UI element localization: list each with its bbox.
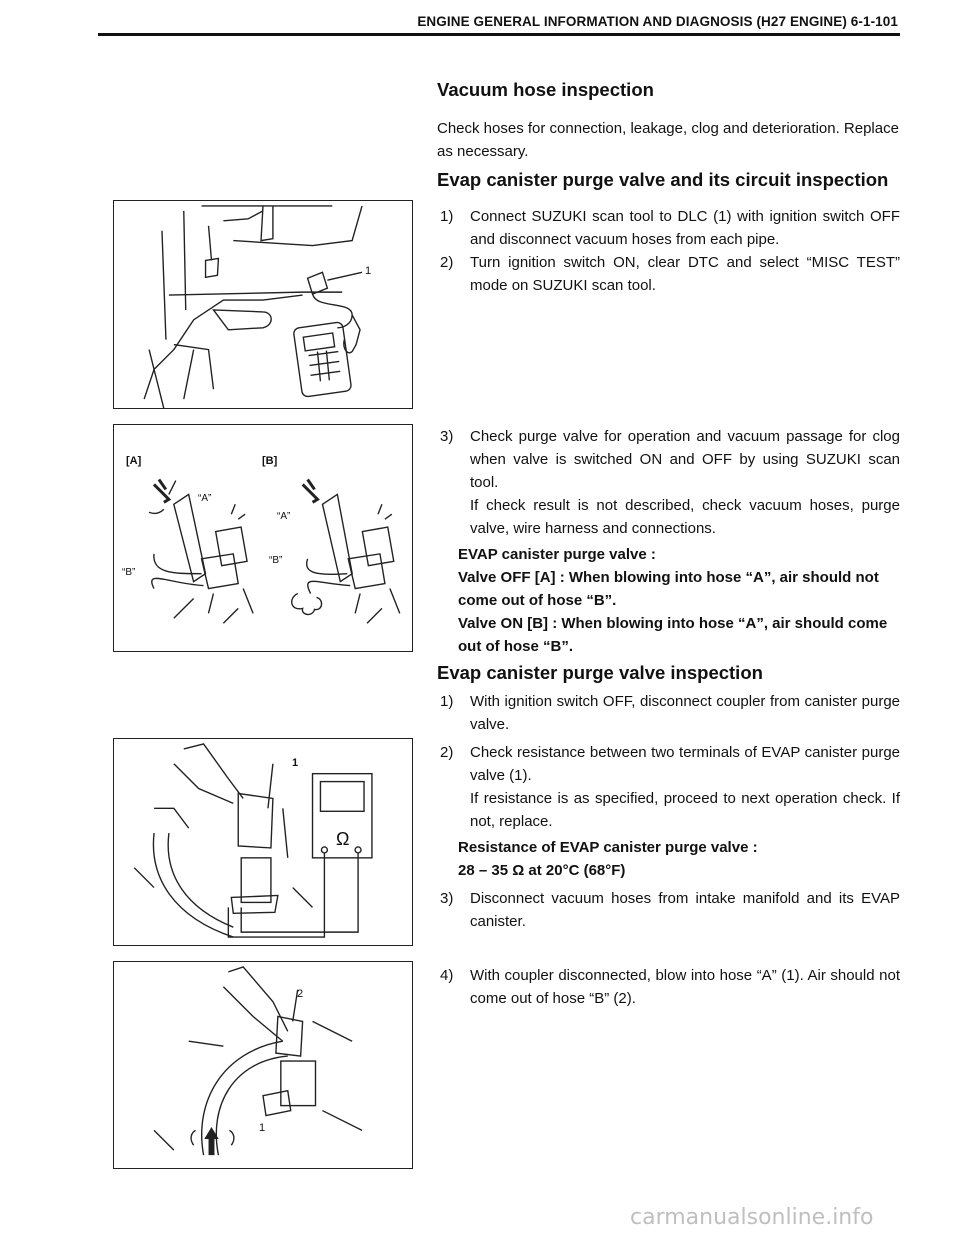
step-text: Check purge valve for operation and vacuum passage for clog when valve is switched ON and OFF by using SUZUKI scan tool. bbox=[470, 428, 900, 491]
figure-resistance-check bbox=[113, 738, 413, 946]
label-hose-b-on: “B” bbox=[269, 555, 283, 566]
step-text: Connect SUZUKI scan tool to DLC (1) with ignition switch OFF and disconnect vacuum hoses from each pipe. bbox=[470, 208, 900, 248]
figure-blow-hose bbox=[113, 961, 413, 1169]
header-rule bbox=[98, 33, 900, 36]
figure-scan-tool-dlc bbox=[113, 200, 413, 409]
valve-step-3 bbox=[440, 887, 900, 933]
valve-step-2-note: If resistance is as specified, proceed to next operation check. If not, replace. bbox=[470, 790, 900, 830]
valve-step-4 bbox=[440, 964, 900, 1010]
step-text: Check resistance between two terminals of EVAP canister purge valve (1). bbox=[470, 744, 900, 784]
spec-resistance-value: 28 – 35 Ω at 20°C (68°F) bbox=[458, 862, 626, 879]
step-number: 1) bbox=[440, 208, 454, 225]
label-hose-a-on: “A” bbox=[277, 511, 291, 522]
spec-valve-off: Valve OFF [A] : When blowing into hose “A”, air should not come out of hose “B”. bbox=[458, 569, 879, 609]
step-number: 3) bbox=[440, 428, 454, 445]
figure-purge-valve-on-off bbox=[113, 424, 413, 652]
resistance-check-illustration bbox=[114, 739, 412, 945]
heading-vacuum-hose: Vacuum hose inspection bbox=[437, 79, 654, 100]
page-header: ENGINE GENERAL INFORMATION AND DIAGNOSIS (H27 ENGINE) 6-1-101 bbox=[417, 14, 898, 29]
label-hose-a: “A” bbox=[198, 493, 212, 504]
callout-1: 1 bbox=[365, 265, 372, 277]
label-hose-b: “B” bbox=[122, 567, 136, 578]
heading-purge-valve-inspection: Evap canister purge valve inspection bbox=[437, 662, 763, 683]
step-number: 2) bbox=[440, 744, 454, 761]
step-text: With ignition switch OFF, disconnect coupler from canister purge valve. bbox=[470, 693, 900, 733]
step-text: Disconnect vacuum hoses from intake manifold and its EVAP canister. bbox=[470, 890, 900, 930]
circuit-step-1 bbox=[440, 205, 900, 251]
callout-1: 1 bbox=[292, 757, 299, 769]
watermark: carmanualsonline.info bbox=[630, 1205, 874, 1230]
valve-step-1 bbox=[440, 690, 900, 736]
step-number: 4) bbox=[440, 967, 454, 984]
step-number: 1) bbox=[440, 693, 454, 710]
step-text: With coupler disconnected, blow into hose “A” (1). Air should not come out of hose “B” (2). bbox=[470, 967, 900, 1007]
valve-step-2 bbox=[440, 741, 900, 787]
circuit-step-3 bbox=[440, 425, 900, 494]
spec-purge-valve-title: EVAP canister purge valve : bbox=[458, 546, 656, 563]
circuit-step-3-note: If check result is not described, check vacuum hoses, purge valve, wire harness and connections. bbox=[470, 497, 900, 537]
spec-valve-on: Valve ON [B] : When blowing into hose “A”, air should come out of hose “B”. bbox=[458, 615, 888, 655]
step-text: Turn ignition switch ON, clear DTC and select “MISC TEST” mode on SUZUKI scan tool. bbox=[470, 254, 900, 294]
spec-resistance-title: Resistance of EVAP canister purge valve : bbox=[458, 839, 758, 856]
heading-circuit-inspection: Evap canister purge valve and its circuit inspection bbox=[437, 169, 889, 190]
circuit-step-2 bbox=[440, 251, 900, 297]
callout-1: 1 bbox=[259, 1122, 266, 1134]
blow-hose-illustration bbox=[114, 962, 412, 1168]
vacuum-hose-text: Check hoses for connection, leakage, clog and deterioration. Replace as necessary. bbox=[437, 120, 899, 160]
ohm-symbol: Ω bbox=[336, 829, 350, 849]
label-valve-on: [B] bbox=[262, 455, 278, 467]
scan-tool-illustration bbox=[114, 201, 412, 408]
callout-2: 2 bbox=[297, 988, 304, 1000]
label-valve-off: [A] bbox=[126, 455, 142, 467]
step-number: 3) bbox=[440, 890, 454, 907]
step-number: 2) bbox=[440, 254, 454, 271]
